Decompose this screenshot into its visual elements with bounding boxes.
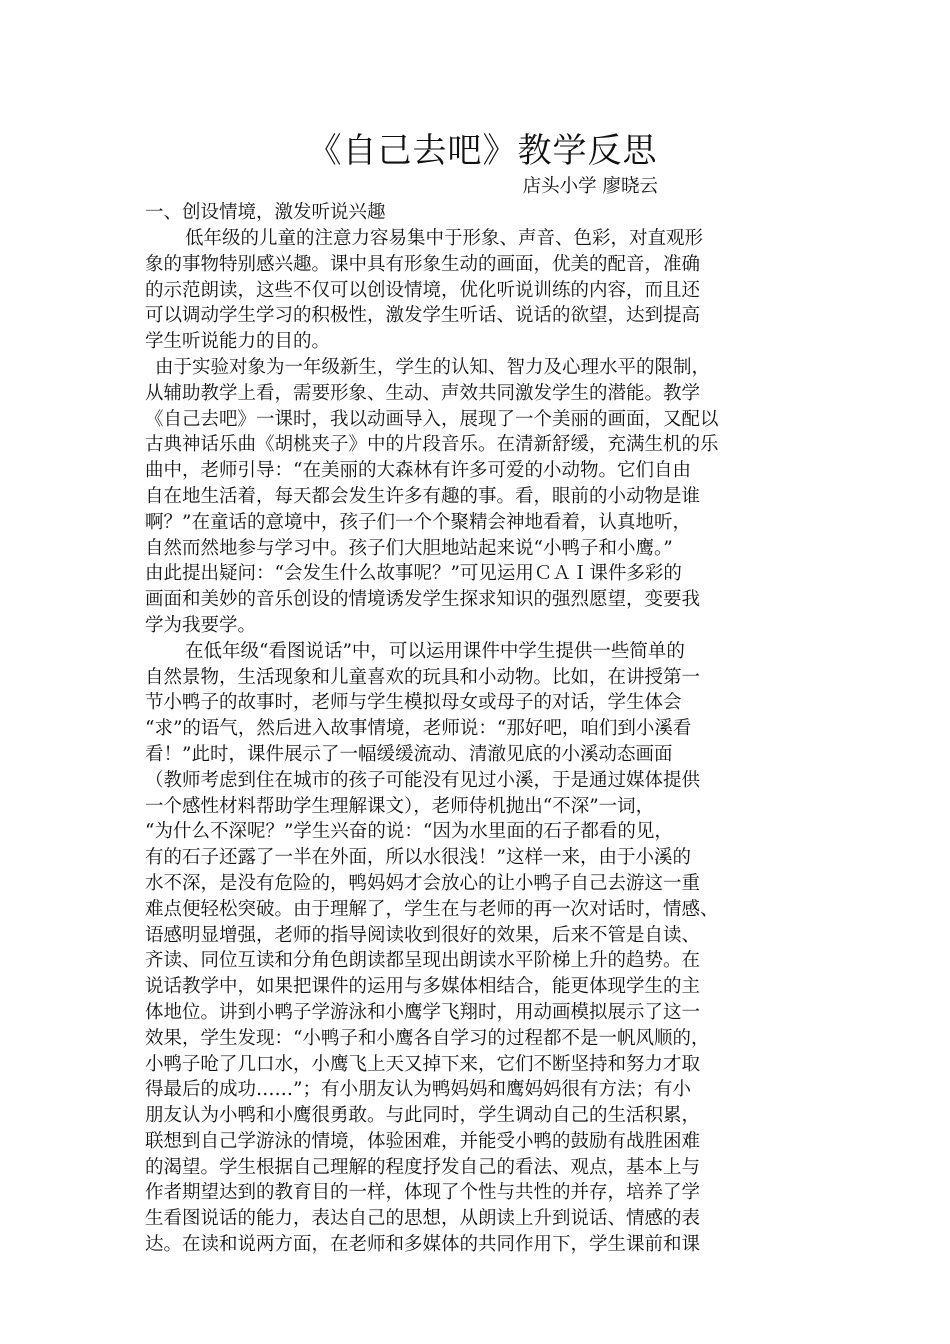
paragraph-line: 有的石子还露了一半在外面，所以水很浅！”这样一来，由于小溪的 [145, 847, 691, 869]
paragraph-line: 自然而然地参与学习中。孩子们大胆地站起来说“小鸭子和小鹰。” [145, 537, 673, 559]
paragraph-line: 自在地生活着，每天都会发生许多有趣的事。看，眼前的小动物是谁 [145, 485, 701, 507]
paragraph-line: 语感明显增强，老师的指导阅读收到很好的效果，后来不管是自读、 [145, 924, 701, 946]
paragraph-line: 由此提出疑问：“会发生什么故事呢？”可见运用ＣＡＩ课件多彩的 [145, 563, 682, 585]
paragraph-line: 画面和美妙的音乐创设的情境诱发学生探求知识的强烈愿望，变要我 [145, 589, 701, 611]
paragraph-line: 难点便轻松突破。由于理解了，学生在与老师的再一次对话时，情感、 [145, 898, 719, 920]
paragraph-line: 联想到自己学游泳的情境，体验困难，并能受小鸭的鼓励有战胜困难 [145, 1130, 701, 1152]
paragraph-line: 的示范朗读，这些不仅可以创设情境，优化听说训练的内容，而且还 [145, 279, 701, 301]
paragraph-1 [145, 226, 810, 355]
paragraph-line: 《自己去吧》一课时，我以动画导入，展现了一个美丽的画面，又配以 [145, 408, 719, 430]
paragraph-line: 齐读、同位互读和分角色朗读都呈现出朗读水平阶梯上升的趋势。在 [145, 950, 701, 972]
paragraph-line: 古典神话乐曲《胡桃夹子》中的片段音乐。在清新舒缓，充满生机的乐 [145, 434, 719, 456]
paragraph-line: 达。在读和说两方面，在老师和多媒体的共同作用下，学生课前和课 [145, 1234, 701, 1256]
paragraph-line: “求”的语气，然后进入故事情境，老师说：“那好吧，咱们到小溪看 [145, 718, 692, 740]
paragraph-line: 的渴望。学生根据自己理解的程度抒发自己的看法、观点，基本上与 [145, 1156, 701, 1178]
paragraph-line: 得最后的成功……”；有小朋友认为鸭妈妈和鹰妈妈很有方法；有小 [145, 1079, 691, 1101]
paragraph-line: 生看图说话的能力，表达自己的思想，从朗读上升到说话、情感的表 [145, 1208, 701, 1230]
paragraph-line: 象的事物特别感兴趣。课中具有形象生动的画面，优美的配音，准确 [145, 253, 701, 275]
paragraph-line: 从辅助教学上看，需要形象、生动、声效共同激发学生的潜能。教学 [145, 382, 701, 404]
paragraph-line: 水不深，是没有危险的，鸭妈妈才会放心的让小鸭子自己去游这一重 [145, 872, 701, 894]
paragraph-line: 效果，学生发现：“小鸭子和小鹰各自学习的过程都不是一帆风顺的， [145, 1027, 710, 1049]
paragraph-3 [145, 639, 810, 1258]
paragraph-line: 曲中，老师引导：“在美丽的大森林有许多可爱的小动物。它们自由 [145, 460, 691, 482]
paragraph-2 [145, 355, 810, 639]
paragraph-line: “为什么不深呢？”学生兴奋的说：“因为水里面的石子都看的见， [145, 821, 673, 843]
document-page [145, 128, 810, 1258]
paragraph-line: 一个感性材料帮助学生理解课文），老师侍机抛出“不深”一词， [145, 795, 655, 817]
author-byline: 店头小学 廖晓云 [522, 176, 658, 197]
paragraph-line: 啊？”在童话的意境中，孩子们一个个聚精会神地看着，认真地听， [145, 511, 691, 533]
document-title: 《自己去吧》教学反思 [307, 131, 658, 171]
paragraph-line: 节小鸭子的故事时，老师与学生模拟母女或母子的对话，学生体会 [145, 692, 682, 714]
paragraph-line: 学为我要学。 [145, 614, 257, 636]
paragraph-line: 学生听说能力的目的。 [145, 331, 331, 353]
paragraph-line: 低年级的儿童的注意力容易集中于形象、声音、色彩，对直观形 [185, 228, 704, 249]
paragraph-line: 可以调动学生学习的积极性，激发学生听话、说话的欲望，达到提高 [145, 305, 701, 327]
paragraph-line: 自然景物，生活现象和儿童喜欢的玩具和小动物。比如，在讲授第一 [145, 666, 701, 688]
paragraph-line: 小鸭子呛了几口水，小鹰飞上天又掉下来，它们不断坚持和努力才取 [145, 1053, 701, 1075]
paragraph-line: 朋友认为小鸭和小鹰很勇敢。与此同时，学生调动自己的生活积累， [145, 1105, 701, 1127]
section-heading-1: 一、创设情境，激发听说兴趣 [145, 202, 386, 223]
paragraph-line: 说话教学中，如果把课件的运用与多媒体相结合，能更体现学生的主 [145, 976, 701, 998]
paragraph-line: 作者期望达到的教育目的一样，体现了个性与共性的并存，培养了学 [145, 1182, 701, 1204]
paragraph-line: 在低年级“看图说话”中，可以运用课件中学生提供一些简单的 [185, 640, 685, 662]
paragraph-line: （教师考虑到住在城市的孩子可能没有见过小溪，于是通过媒体提供 [145, 769, 701, 791]
paragraph-line: 体地位。讲到小鸭子学游泳和小鹰学飞翔时，用动画模拟展示了这一 [145, 1001, 701, 1023]
paragraph-line: 由于实验对象为一年级新生，学生的认知、智力及心理水平的限制， [155, 356, 711, 378]
paragraph-line: 看！”此时，课件展示了一幅缓缓流动、清澈见底的小溪动态画面 [145, 743, 673, 765]
